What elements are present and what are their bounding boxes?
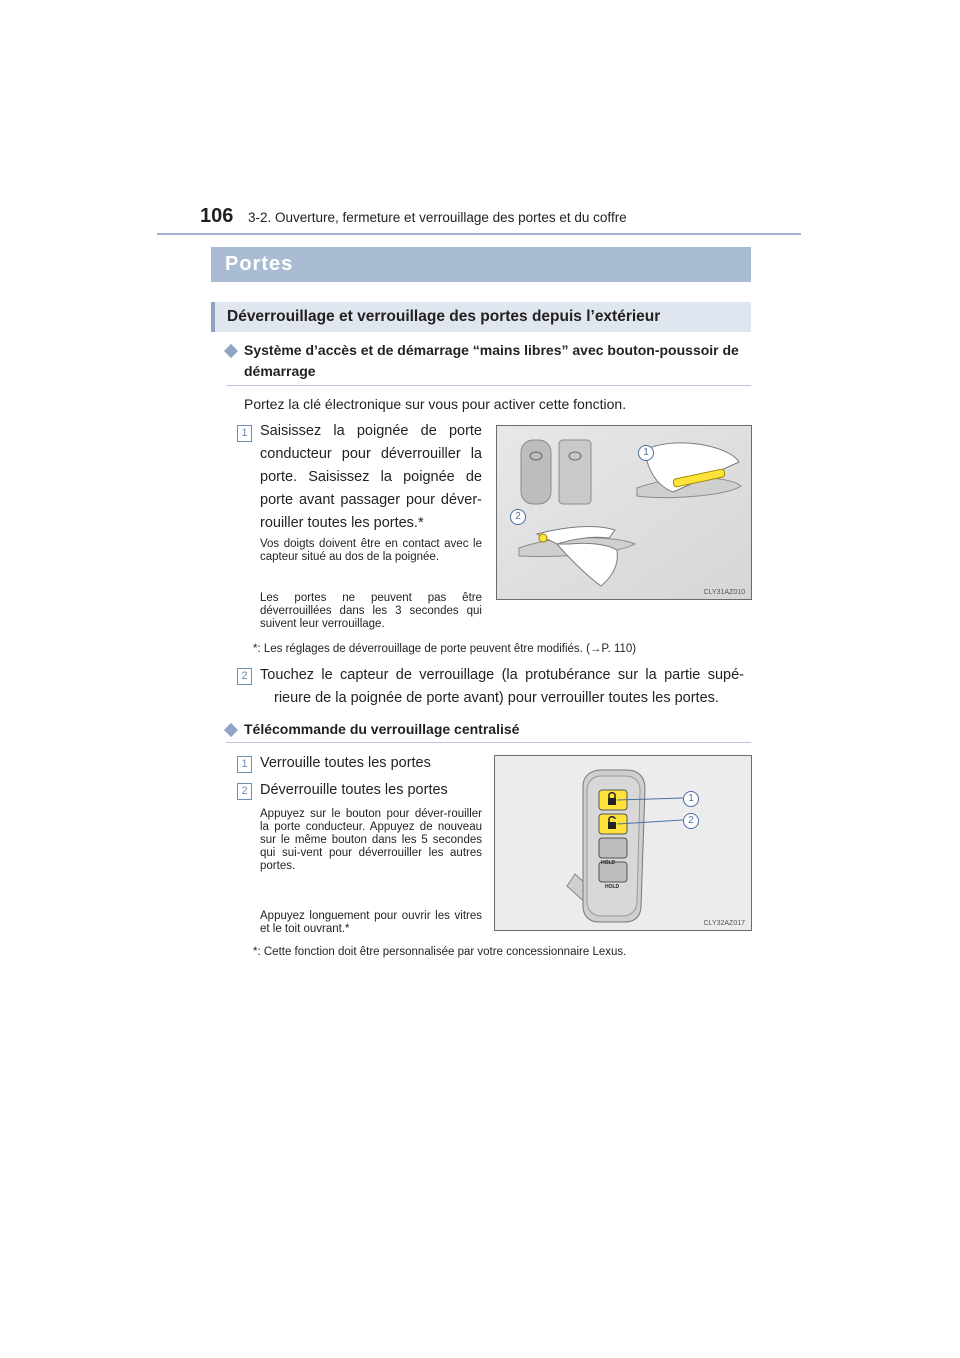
step1-line: porte avant passager pour déver- — [260, 492, 482, 508]
smart-access-intro: Portez la clé électronique sur vous pour activer cette fonction. — [244, 396, 627, 412]
diamond-bullet-icon — [224, 723, 238, 737]
step1-line: rouiller toutes les portes.* — [260, 515, 424, 531]
page-number: 106 — [200, 205, 234, 227]
footnote-unlock-settings: *: Les réglages de déverrouillage de porte peuvent être modifiés. (→P. 110) — [253, 643, 637, 655]
figure-callout-2: 2 — [510, 509, 526, 525]
door-handle-figure — [496, 425, 752, 600]
chapter-title: 3-2. Ouverture, fermeture et verrouillage des portes et du coffre — [248, 210, 627, 225]
section-title: Portes — [225, 253, 294, 275]
step2-line: Touchez le capteur de verrouillage (la protubérance sur la partie supé- — [260, 667, 744, 683]
heading-divider — [226, 385, 751, 386]
header-divider — [157, 233, 801, 235]
step1-line: Saisissez la poignée de porte — [260, 423, 482, 439]
footnote-customization: *: Cette fonction doit être personnalisée par votre concessionnaire Lexus. — [253, 946, 627, 958]
smart-access-heading — [244, 340, 754, 382]
figure-code: CLY31AZ010 — [703, 589, 745, 596]
smart-access-heading-line2: démarrage — [244, 363, 316, 379]
subsection-title: Déverrouillage et verrouillage des portes depuis l’extérieur — [227, 308, 661, 325]
step2-text — [260, 664, 744, 710]
remote-heading: Télécommande du verrouillage centralisé — [244, 721, 520, 737]
heading-divider — [226, 742, 751, 743]
key-fob-figure — [494, 755, 752, 931]
item-number-1: 1 — [237, 756, 252, 773]
smart-access-heading-line1: Système d’accès et de démarrage “mains libres” avec bouton-poussoir de — [244, 342, 739, 358]
figure-callout-1: 1 — [683, 791, 699, 807]
door-handle-illustration — [497, 426, 751, 599]
step1-line: conducteur pour déverrouiller la — [260, 446, 482, 462]
subsection-title-band — [211, 302, 751, 332]
figure-callout-2: 2 — [683, 813, 699, 829]
section-title-band — [211, 247, 751, 282]
key-fob-illustration — [495, 756, 751, 930]
step2-line: rieure de la poignée de porte avant) pour verrouiller toutes les portes. — [274, 690, 719, 706]
panic-button-label: HOLD — [605, 884, 620, 890]
remote-item-lock: Verrouille toutes les portes — [260, 755, 431, 771]
figure-code: CLY32AZ017 — [703, 920, 745, 927]
diamond-bullet-icon — [224, 344, 238, 358]
figure-callout-1: 1 — [638, 445, 654, 461]
trunk-button-label: HOLD — [601, 860, 616, 866]
remote-note-hold: Appuyez longuement pour ouvrir les vitres et le toit ouvrant.* — [260, 910, 482, 935]
remote-item-unlock: Déverrouille toutes les portes — [260, 782, 448, 798]
step1-note-contact: Vos doigts doivent être en contact avec le capteur situé au dos de la poignée. — [260, 538, 482, 563]
step-number-2: 2 — [237, 668, 252, 685]
item-number-2: 2 — [237, 783, 252, 800]
step1-line: porte. Saisissez la poignée de — [260, 469, 482, 485]
remote-note-unlock: Appuyez sur le bouton pour déver-rouiller la porte conducteur. Appuyez de nouveau sur le même bouton dans les 5 secondes qui sui-vent pour déverrouiller les autres portes. — [260, 808, 482, 872]
step1-text — [260, 420, 482, 535]
step1-note-delay: Les portes ne peuvent pas être déverrouillées dans les 3 secondes qui suivent leur verrouillage. — [260, 592, 482, 630]
step-number-1: 1 — [237, 425, 252, 442]
